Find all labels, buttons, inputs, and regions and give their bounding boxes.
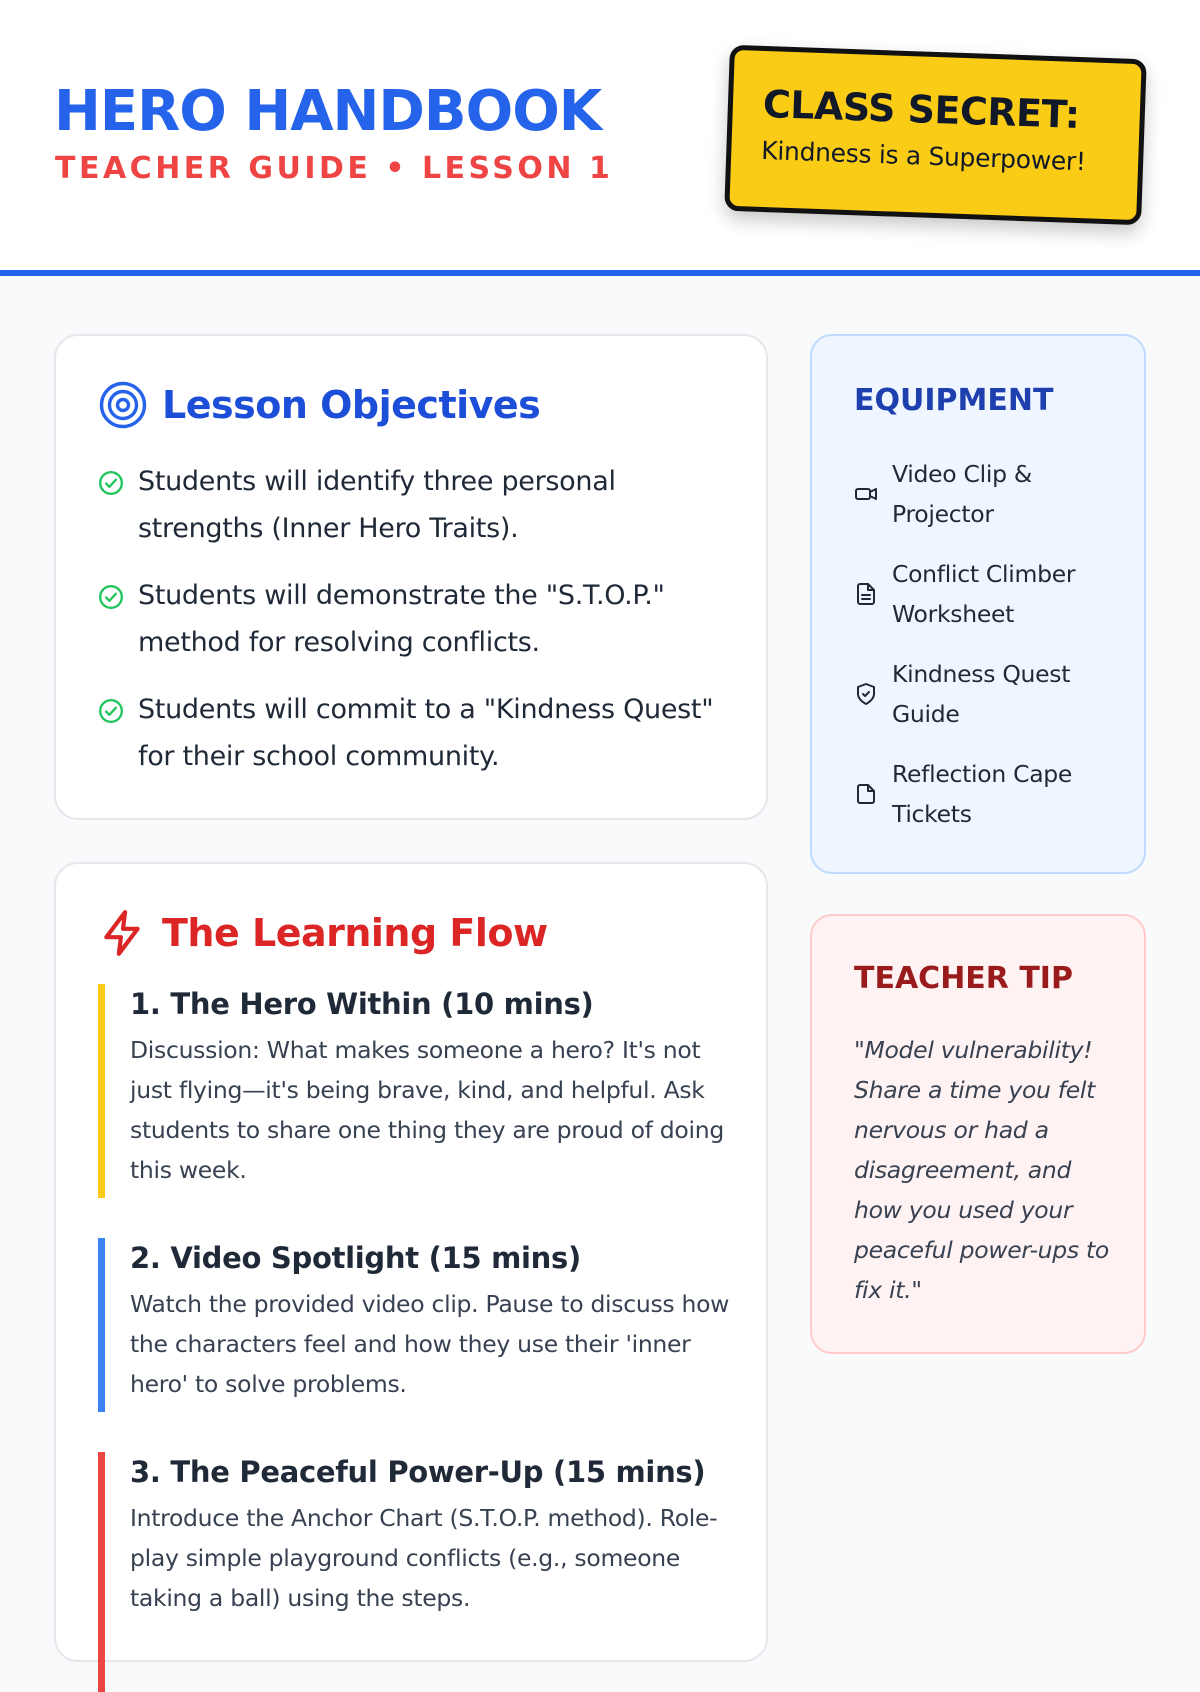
flow-step-marker [98,984,105,1198]
equipment-label: Kindness Quest Guide [892,660,1071,728]
document-icon [854,582,878,606]
equipment-card [810,334,1146,874]
class-secret-title: CLASS SECRET: [762,81,1081,138]
flow-step-marker [98,1452,105,1692]
equipment-item [854,454,1126,534]
flow-step-1 [98,984,738,1198]
check-circle-icon [98,584,124,610]
objective-text: Students will commit to a "Kindness Quest" for their school community. [138,694,714,772]
page-header [0,0,1200,276]
equipment-label: Conflict Climber Worksheet [892,560,1076,628]
target-icon [98,380,148,430]
teacher-tip-heading: TEACHER TIP [854,961,1073,996]
class-secret-text: Kindness is a Superpower! [760,135,1087,177]
objective-item [98,458,738,552]
flow-step-3 [98,1452,738,1692]
flow-step-title: 1. The Hero Within (10 mins) [130,987,594,1021]
flow-step-text: Discussion: What makes someone a hero? It's not just flying—it's being brave, kind, and helpful. Ask students to share one thing they are proud of doing this week. [130,1036,724,1184]
flow-step-text: Watch the provided video clip. Pause to discuss how the characters feel and how they use their 'inner hero' to solve problems. [130,1290,730,1398]
flow-step-marker [98,1238,105,1412]
video-camera-icon [854,482,878,506]
lesson-objectives-card [54,334,768,820]
equipment-list [854,454,1126,854]
equipment-item [854,654,1126,734]
lightning-icon [98,908,148,958]
equipment-label: Video Clip & Projector [892,460,1032,528]
learning-flow-card [54,862,768,1662]
teacher-tip-text: "Model vulnerability! Share a time you felt nervous or had a disagreement, and how you used your peaceful power-ups to fix it." [854,1036,1109,1304]
lesson-objectives-label: Lesson Objectives [162,383,541,427]
equipment-label: Reflection Cape Tickets [892,760,1073,828]
equipment-item [854,754,1126,834]
shield-check-icon [854,682,878,706]
lesson-objectives-heading [98,380,540,430]
flow-step-title: 3. The Peaceful Power-Up (15 mins) [130,1455,706,1489]
flow-step-text: Introduce the Anchor Chart (S.T.O.P. method). Role-play simple playground conflicts (e.g., someone taking a ball) using the steps. [130,1504,718,1612]
class-secret-badge [724,45,1147,225]
objectives-list [98,458,738,800]
page-subtitle: TEACHER GUIDE • LESSON 1 [55,151,614,186]
flow-step-2 [98,1238,738,1412]
objective-item [98,686,738,780]
check-circle-icon [98,698,124,724]
objective-text: Students will demonstrate the "S.T.O.P." method for resolving conflicts. [138,580,665,658]
learning-flow-heading [98,908,548,958]
teacher-tip-card [810,914,1146,1354]
page-title: HERO HANDBOOK [54,79,602,144]
equipment-item [854,554,1126,634]
check-circle-icon [98,470,124,496]
ticket-icon [854,782,878,806]
learning-flow-label: The Learning Flow [162,911,548,955]
objective-text: Students will identify three personal strengths (Inner Hero Traits). [138,466,616,544]
objective-item [98,572,738,666]
equipment-heading: EQUIPMENT [854,383,1054,418]
flow-step-title: 2. Video Spotlight (15 mins) [130,1241,581,1275]
